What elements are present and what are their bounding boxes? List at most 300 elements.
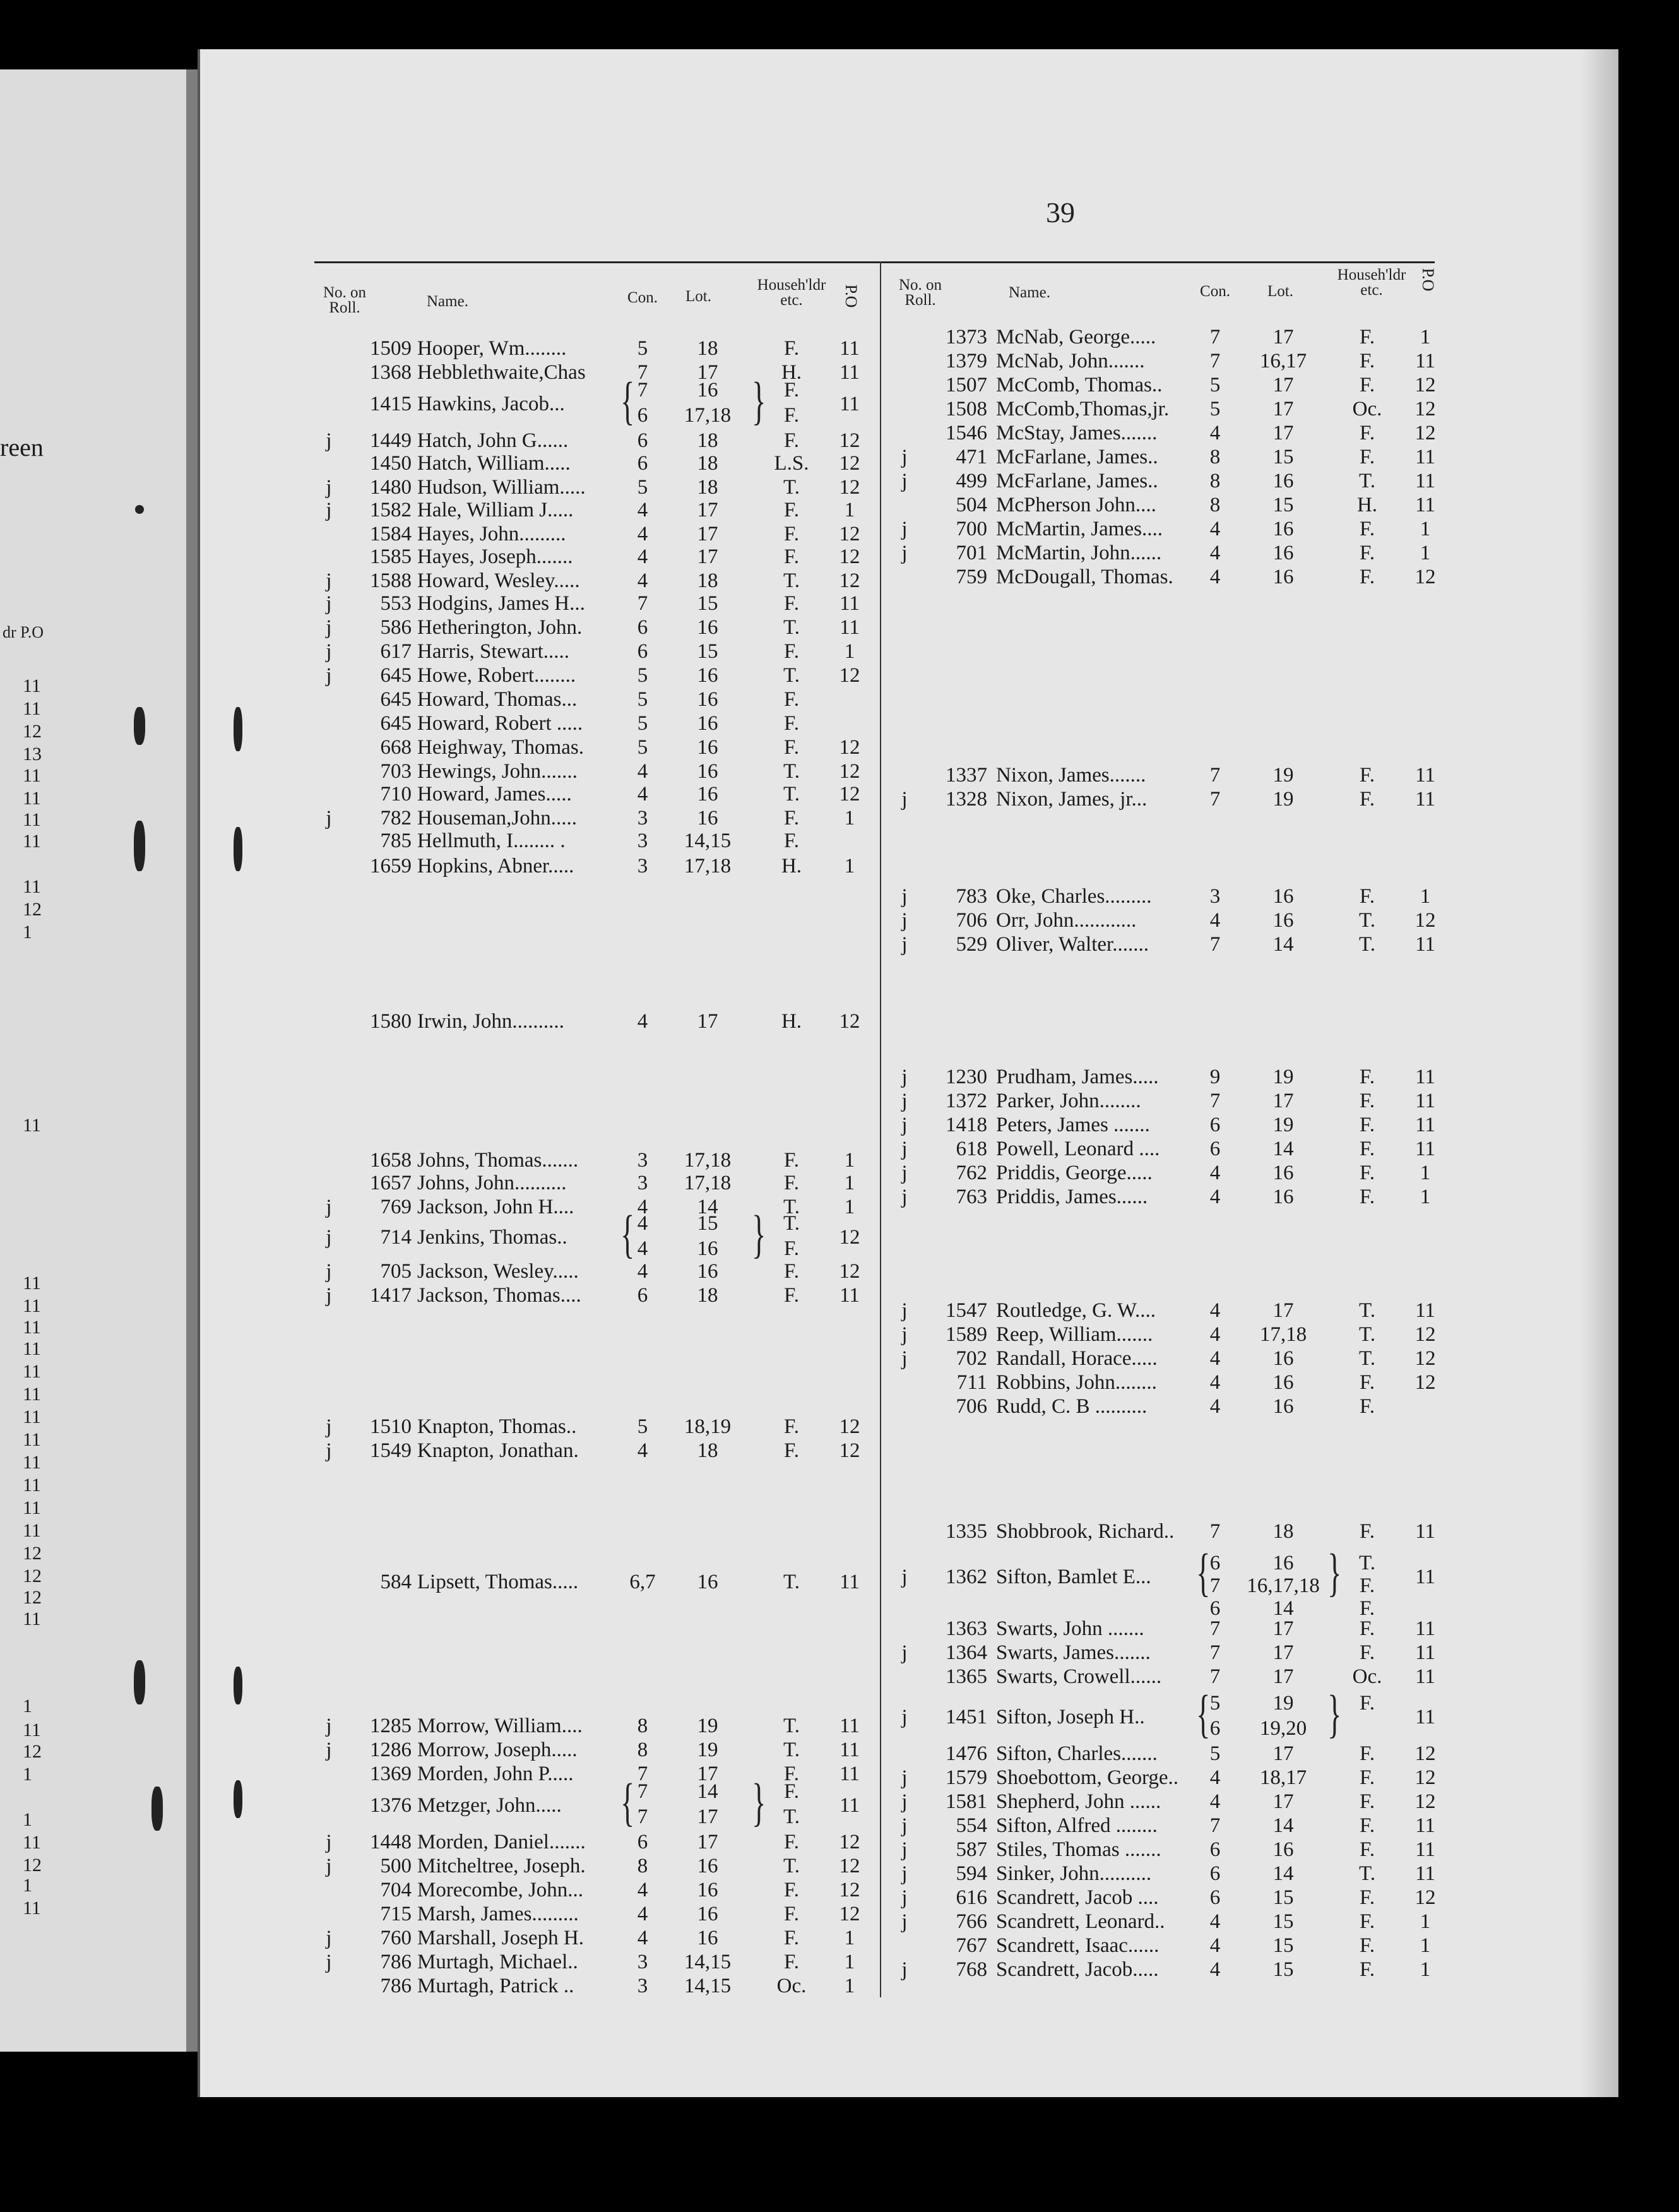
table-row — [313, 523, 869, 548]
concession-cell: 4 — [1209, 1323, 1221, 1346]
lot-cell: 16 — [697, 1237, 718, 1260]
table-row — [889, 1958, 1444, 1983]
juror-mark: j — [326, 429, 332, 452]
concession-cell: 6 — [1209, 1597, 1221, 1620]
lot-cell: 15 — [1273, 1934, 1294, 1957]
lot-cell: 17 — [697, 523, 718, 545]
post-office-cell: 1 — [1420, 326, 1431, 348]
table-row — [889, 1838, 1444, 1864]
post-office-cell: 12 — [839, 1879, 860, 1901]
juror-mark: j — [326, 1739, 332, 1761]
punch-dot — [135, 505, 144, 514]
adjacent-page-po-value: 11 — [23, 1832, 41, 1853]
concession-cell: 7 — [637, 379, 648, 401]
post-office-cell: 12 — [839, 545, 860, 568]
post-office-cell: 12 — [1415, 374, 1436, 396]
name-cell: Scandrett, Jacob .... — [996, 1886, 1159, 1909]
post-office-cell: 12 — [839, 1903, 860, 1925]
roll-number: 1286 — [370, 1739, 412, 1761]
table-row — [313, 1903, 869, 1928]
table-row — [889, 1090, 1444, 1115]
householder-cell: F. — [1360, 446, 1375, 468]
roll-number: 504 — [956, 494, 987, 516]
concession-cell: 4 — [1209, 422, 1221, 444]
concession-cell: 4 — [1209, 566, 1221, 588]
roll-number: 1588 — [370, 569, 412, 592]
lot-cell: 16 — [697, 664, 718, 687]
post-office-cell: 12 — [1415, 1371, 1436, 1394]
table-row — [889, 326, 1444, 351]
concession-cell: 3 — [637, 1172, 648, 1194]
name-cell: Hale, William J..... — [417, 499, 574, 521]
roll-number: 1451 — [946, 1706, 987, 1728]
concession-cell: 6 — [1209, 1138, 1221, 1160]
table-row — [889, 1371, 1444, 1396]
roll-number: 1581 — [946, 1790, 987, 1813]
table-row — [889, 909, 1444, 934]
table-row — [889, 542, 1444, 567]
concession-cell: 5 — [637, 688, 648, 711]
roll-number: 587 — [956, 1838, 987, 1861]
post-office-cell: 12 — [839, 476, 860, 499]
juror-mark: j — [901, 1162, 908, 1184]
lot-cell: 15 — [697, 1212, 718, 1235]
name-cell: Marsh, James......... — [417, 1903, 579, 1925]
concession-cell: 8 — [637, 1855, 648, 1877]
name-cell: Hebblethwaite,Chas — [417, 361, 586, 384]
header-con: Con. — [1200, 283, 1230, 300]
post-office-cell: 11 — [1415, 1814, 1435, 1837]
adjacent-page-po-value: 11 — [23, 1384, 41, 1405]
juror-mark: j — [326, 1951, 332, 1973]
lot-cell: 17 — [697, 1805, 718, 1828]
grouping-brace: } — [752, 1773, 766, 1832]
householder-cell: F. — [1360, 1090, 1375, 1112]
table-row — [889, 1347, 1444, 1372]
concession-cell: 7 — [1209, 1641, 1221, 1664]
juror-mark: j — [901, 1566, 908, 1588]
post-office-cell: 11 — [1415, 1706, 1435, 1728]
name-cell: McComb, Thomas.. — [996, 374, 1163, 396]
householder-cell: T. — [783, 1715, 800, 1737]
lot-cell: 16 — [697, 807, 718, 830]
householder-cell: F. — [1360, 326, 1375, 348]
householder-cell: F. — [1360, 1114, 1375, 1136]
grouping-brace: } — [752, 372, 766, 431]
name-cell: Harris, Stewart..... — [417, 640, 570, 663]
concession-cell: 4 — [1209, 1766, 1221, 1789]
post-office-cell: 11 — [1415, 1838, 1435, 1861]
adjacent-page-po-value: 11 — [23, 1497, 41, 1518]
lot-cell: 15 — [1273, 446, 1294, 468]
roll-number: 759 — [956, 566, 987, 588]
lot-cell: 17 — [1273, 1665, 1294, 1688]
roll-number: 1337 — [946, 764, 987, 787]
name-cell: Shepherd, John ...... — [996, 1790, 1161, 1813]
householder-cell: F. — [1360, 1641, 1375, 1664]
table-row — [313, 1172, 869, 1197]
post-office-cell: 12 — [1415, 909, 1436, 932]
householder-cell: F. — [1360, 1574, 1375, 1597]
adjacent-page-po-value: 1 — [23, 1764, 32, 1785]
concession-cell: 6 — [1209, 1114, 1221, 1136]
table-row — [313, 1975, 869, 2000]
lot-cell: 17 — [697, 545, 718, 568]
post-office-cell: 1 — [1420, 1910, 1431, 1933]
concession-cell: 7 — [1209, 933, 1221, 956]
concession-cell: 6 — [1209, 1886, 1221, 1909]
post-office-cell: 12 — [839, 783, 860, 806]
householder-cell: F. — [784, 499, 799, 521]
post-office-cell: 12 — [839, 1010, 860, 1033]
concession-cell: 7 — [1209, 1090, 1221, 1112]
table-row — [889, 470, 1444, 495]
table-row — [889, 1617, 1444, 1643]
table-row — [889, 494, 1444, 519]
roll-number: 703 — [380, 760, 412, 783]
lot-cell: 16 — [1273, 518, 1294, 540]
lot-cell: 14,15 — [684, 1975, 732, 1997]
householder-cell: H. — [781, 1010, 802, 1033]
adjacent-page-po-value: 1 — [23, 922, 32, 942]
householder-cell: F. — [1360, 1617, 1375, 1640]
concession-cell: 7 — [1209, 326, 1221, 348]
post-office-cell: 12 — [1415, 1886, 1436, 1909]
adjacent-page-po-value: 11 — [23, 1608, 41, 1629]
adjacent-page-po-value: 11 — [23, 698, 41, 719]
roll-number: 1549 — [370, 1439, 412, 1462]
concession-cell: 8 — [637, 1715, 648, 1737]
grouping-brace: { — [1196, 1685, 1211, 1744]
householder-cell: T. — [783, 1739, 800, 1761]
concession-cell: 5 — [1209, 1692, 1221, 1715]
householder-cell: F. — [1360, 566, 1375, 588]
name-cell: Hodgins, James H... — [417, 592, 585, 615]
table-row — [889, 422, 1444, 447]
lot-cell: 16 — [697, 783, 718, 806]
lot-cell: 14 — [1273, 1138, 1294, 1160]
concession-cell: 4 — [1209, 1790, 1221, 1813]
table-row — [889, 1862, 1444, 1888]
concession-cell: 5 — [637, 1415, 648, 1438]
table-row — [889, 1323, 1444, 1348]
post-office-cell: 11 — [840, 1715, 860, 1737]
concession-cell: 4 — [1209, 909, 1221, 932]
table-row — [889, 788, 1444, 813]
concession-cell: 5 — [1209, 398, 1221, 420]
lot-cell: 16 — [697, 379, 718, 401]
householder-cell: T. — [1359, 933, 1375, 956]
roll-number: 1509 — [370, 337, 412, 360]
post-office-cell: 12 — [839, 1439, 860, 1462]
concession-cell: 5 — [1209, 1742, 1221, 1765]
householder-cell: T. — [1359, 1347, 1375, 1370]
lot-cell: 16 — [697, 712, 718, 735]
binding-hole — [134, 821, 145, 871]
roll-number: 1415 — [370, 393, 412, 415]
lot-cell: 17,18 — [684, 1149, 732, 1172]
concession-cell: 6 — [637, 1831, 648, 1853]
header-no-on-roll: No. on Roll. — [898, 276, 942, 309]
roll-number: 766 — [956, 1910, 987, 1933]
name-cell: Hewings, John....... — [417, 760, 578, 783]
table-row — [313, 1831, 869, 1856]
lot-cell: 14,15 — [684, 830, 732, 852]
roll-number: 715 — [380, 1903, 412, 1925]
lot-cell: 19 — [1273, 1114, 1294, 1136]
table-row — [313, 855, 869, 880]
roll-number: 617 — [380, 640, 412, 663]
concession-cell: 6 — [637, 452, 648, 475]
juror-mark: j — [326, 616, 332, 639]
post-office-cell: 1 — [1420, 518, 1431, 540]
table-row — [889, 1543, 1444, 1620]
header-con: Con. — [627, 289, 658, 306]
householder-cell: F. — [784, 807, 799, 830]
lot-cell: 19 — [1273, 788, 1294, 811]
post-office-cell: 11 — [1415, 1138, 1435, 1160]
roll-number: 710 — [380, 783, 412, 806]
table-row — [889, 1886, 1444, 1912]
householder-cell: H. — [1356, 494, 1378, 516]
table-row — [889, 1162, 1444, 1187]
post-office-cell: 12 — [839, 452, 860, 475]
name-cell: Jackson, Thomas.... — [417, 1284, 581, 1307]
post-office-cell: 12 — [1415, 422, 1436, 444]
householder-cell: F. — [784, 1439, 799, 1462]
name-cell: Metzger, John..... — [417, 1794, 562, 1817]
juror-mark: j — [326, 640, 332, 663]
roll-number: 1657 — [370, 1172, 412, 1194]
roll-number: 1230 — [946, 1066, 987, 1088]
lot-cell: 19 — [1273, 1692, 1294, 1715]
post-office-cell: 11 — [1415, 1566, 1435, 1588]
juror-mark: j — [326, 1439, 332, 1462]
name-cell: Morecombe, John... — [417, 1879, 584, 1901]
table-row — [313, 1715, 869, 1740]
householder-cell: F. — [1360, 1692, 1375, 1715]
juror-mark: j — [326, 1284, 332, 1307]
lot-cell: 16 — [1273, 909, 1294, 932]
name-cell: Howard, James..... — [417, 783, 572, 806]
roll-number: 1589 — [946, 1323, 987, 1346]
name-cell: Shobbrook, Richard.. — [996, 1520, 1175, 1543]
householder-cell: F. — [784, 545, 799, 568]
name-cell: McFarlane, James.. — [996, 470, 1158, 492]
post-office-cell: 11 — [1415, 1090, 1435, 1112]
name-cell: Morrow, Joseph..... — [417, 1739, 578, 1761]
roll-number: 1547 — [946, 1299, 987, 1322]
householder-cell: F. — [1360, 1910, 1375, 1933]
post-office-cell: 1 — [1420, 542, 1431, 564]
binding-hole — [234, 1667, 242, 1704]
table-row — [313, 545, 869, 571]
roll-number: 786 — [380, 1951, 412, 1973]
name-cell: Sifton, Joseph H.. — [996, 1706, 1145, 1728]
householder-cell: F. — [784, 523, 799, 545]
name-cell: Hayes, Joseph....... — [417, 545, 573, 568]
table-row — [313, 1571, 869, 1596]
table-row — [313, 429, 869, 455]
juror-mark: j — [901, 1299, 908, 1322]
post-office-cell: 12 — [839, 664, 860, 687]
householder-cell: F. — [784, 1763, 799, 1785]
post-office-cell: 11 — [840, 1284, 860, 1307]
concession-cell: 4 — [1209, 1910, 1221, 1933]
post-office-cell: 11 — [840, 1794, 860, 1817]
post-office-cell: 1 — [844, 1975, 855, 1997]
name-cell: Priddis, George..... — [996, 1162, 1153, 1184]
post-office-cell: 12 — [839, 569, 860, 592]
lot-cell: 16 — [1273, 470, 1294, 492]
name-cell: McMartin, James.... — [996, 518, 1163, 540]
table-row — [889, 764, 1444, 789]
name-cell: Sifton, Alfred ........ — [996, 1814, 1158, 1837]
name-cell: Jenkins, Thomas.. — [417, 1226, 567, 1249]
concession-cell: 4 — [1209, 1186, 1221, 1208]
lot-cell: 16 — [1273, 542, 1294, 564]
post-office-cell: 12 — [1415, 566, 1436, 588]
roll-number: 500 — [380, 1855, 412, 1877]
concession-cell: 6,7 — [629, 1571, 656, 1593]
adjacent-page-po-value: 11 — [23, 1520, 41, 1541]
table-row — [313, 712, 869, 737]
post-office-cell: 12 — [1415, 1742, 1436, 1765]
adjacent-page-po-value: 13 — [23, 744, 42, 764]
post-office-cell: 11 — [840, 616, 860, 639]
name-cell: Oke, Charles......... — [996, 885, 1152, 908]
roll-number: 1508 — [946, 398, 987, 420]
householder-cell: F. — [784, 592, 799, 615]
roll-number: 785 — [380, 830, 412, 852]
adjacent-page-po-value: 11 — [23, 1429, 41, 1450]
name-cell: Hatch, John G...... — [417, 429, 569, 452]
name-cell: Morrow, William.... — [417, 1715, 583, 1737]
name-cell: Sifton, Charles....... — [996, 1742, 1158, 1765]
lot-cell: 16 — [697, 688, 718, 711]
lot-cell: 14 — [697, 1196, 718, 1218]
name-cell: Murtagh, Michael.. — [417, 1951, 578, 1973]
right-column — [889, 266, 1444, 1995]
lot-cell: 16 — [697, 1879, 718, 1901]
concession-cell: 4 — [637, 499, 648, 521]
grouping-brace: { — [620, 1773, 635, 1832]
lot-cell: 16 — [1273, 885, 1294, 908]
post-office-cell: 11 — [1415, 1299, 1435, 1322]
table-row — [313, 1149, 869, 1174]
concession-cell: 7 — [1209, 1574, 1221, 1597]
adjacent-page-po-value: 11 — [23, 788, 41, 809]
roll-number: 645 — [380, 712, 412, 735]
table-row — [313, 592, 869, 617]
concession-cell: 7 — [637, 1780, 648, 1803]
table-row — [313, 616, 869, 641]
juror-mark: j — [901, 885, 908, 908]
concession-cell: 6 — [1209, 1838, 1221, 1861]
concession-cell: 7 — [1209, 1665, 1221, 1688]
householder-cell: F. — [784, 1415, 799, 1438]
lot-cell: 17 — [1273, 374, 1294, 396]
lot-cell: 17 — [697, 361, 718, 384]
concession-cell: 6 — [637, 640, 648, 663]
lot-cell: 15 — [697, 592, 718, 615]
householder-cell: T. — [783, 783, 800, 806]
post-office-cell: 12 — [839, 523, 860, 545]
adjacent-page-po-value: 11 — [23, 831, 41, 852]
adjacent-page-po-value: 11 — [23, 1406, 41, 1427]
juror-mark: j — [901, 933, 908, 956]
lot-cell: 17 — [1273, 422, 1294, 444]
roll-number: 668 — [380, 736, 412, 759]
post-office-cell: 12 — [839, 760, 860, 783]
table-row — [889, 446, 1444, 471]
post-office-cell: 1 — [844, 807, 855, 830]
grouping-brace: } — [1327, 1543, 1342, 1602]
lot-cell: 16 — [1273, 1395, 1294, 1418]
householder-cell: T. — [783, 1571, 800, 1593]
householder-cell: F. — [1360, 1186, 1375, 1208]
lot-cell: 18 — [697, 1439, 718, 1462]
post-office-cell: 11 — [840, 1571, 860, 1593]
table-row — [313, 1010, 869, 1035]
roll-number: 760 — [380, 1927, 412, 1949]
concession-cell: 3 — [637, 830, 648, 852]
name-cell: Scandrett, Leonard.. — [996, 1910, 1165, 1933]
roll-number: 711 — [956, 1371, 987, 1394]
adjacent-page-po-value: 11 — [23, 675, 41, 696]
householder-cell: F. — [1360, 1138, 1375, 1160]
post-office-cell: 1 — [1420, 1934, 1431, 1957]
roll-number: 1579 — [946, 1766, 987, 1789]
post-office-cell: 11 — [1415, 1641, 1435, 1664]
binding-hole — [234, 707, 242, 751]
juror-mark: j — [326, 1415, 332, 1438]
name-cell: Prudham, James..... — [996, 1066, 1159, 1088]
name-cell: Lipsett, Thomas..... — [417, 1571, 579, 1593]
roll-number: 1480 — [370, 476, 412, 499]
concession-cell: 4 — [637, 523, 648, 545]
adjacent-page-po-value: 11 — [23, 1317, 41, 1338]
lot-cell: 16 — [1273, 1186, 1294, 1208]
adjacent-page-po-value: 11 — [23, 1115, 41, 1136]
lot-cell: 19 — [697, 1739, 718, 1761]
concession-cell: 7 — [637, 592, 648, 615]
concession-cell: 5 — [637, 476, 648, 499]
name-cell: Stiles, Thomas ....... — [996, 1838, 1161, 1861]
name-cell: Howe, Robert........ — [417, 664, 576, 687]
post-office-cell: 11 — [1415, 788, 1435, 811]
concession-cell: 4 — [637, 1927, 648, 1949]
adjacent-page-po-value: 11 — [23, 1720, 41, 1740]
lot-cell: 18,19 — [684, 1415, 732, 1438]
adjacent-page-po-value: 11 — [23, 1898, 41, 1918]
name-cell: Morden, John P..... — [417, 1763, 574, 1785]
table-row — [889, 1814, 1444, 1840]
householder-cell: F. — [784, 1831, 799, 1853]
juror-mark: j — [901, 1862, 908, 1885]
roll-number: 782 — [380, 807, 412, 830]
householder-cell: F. — [1360, 374, 1375, 396]
name-cell: Howard, Robert ..... — [417, 712, 583, 735]
post-office-cell: 11 — [840, 337, 860, 360]
householder-cell: F. — [784, 688, 799, 711]
householder-cell: T. — [783, 1855, 800, 1877]
householder-cell: F. — [784, 337, 799, 360]
juror-mark: j — [901, 1347, 908, 1370]
lot-cell: 18,17 — [1259, 1766, 1307, 1789]
post-office-cell: 11 — [1415, 1665, 1435, 1688]
table-row — [313, 1951, 869, 1976]
